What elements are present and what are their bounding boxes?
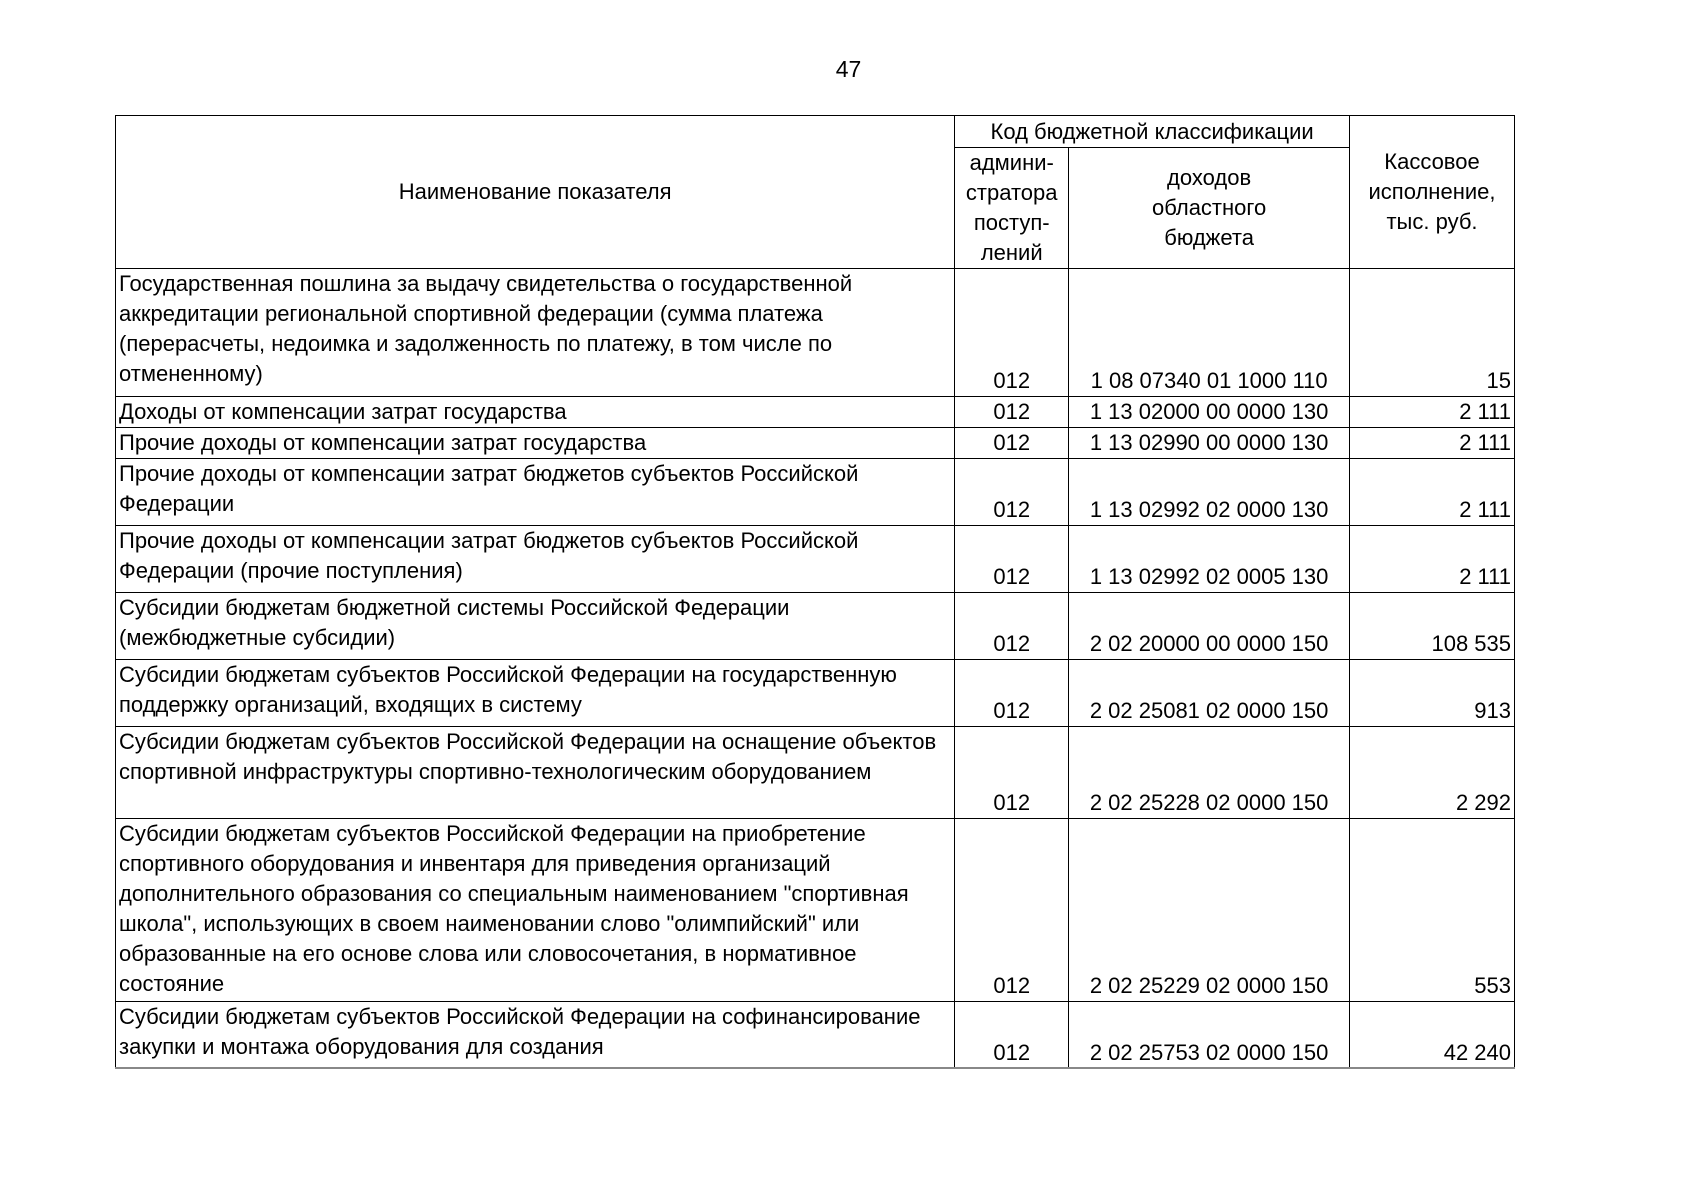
row-admin-code: 012 — [955, 526, 1069, 593]
row-income-code: 1 08 07340 01 1000 110 — [1069, 269, 1350, 397]
table-body — [116, 269, 1515, 1069]
row-income-code: 1 13 02992 02 0000 130 — [1069, 459, 1350, 526]
header-name: Наименование показателя — [116, 116, 955, 269]
row-income-code: 2 02 20000 00 0000 150 — [1069, 593, 1350, 660]
row-amount: 2 292 — [1350, 727, 1515, 819]
row-name: Прочие доходы от компенсации затрат бюджетов субъектов Российской Федерации — [116, 459, 955, 526]
row-income-code: 1 13 02990 00 0000 130 — [1069, 428, 1350, 459]
row-income-code: 2 02 25228 02 0000 150 — [1069, 727, 1350, 819]
row-income-code: 1 13 02992 02 0005 130 — [1069, 526, 1350, 593]
row-amount: 553 — [1350, 819, 1515, 1002]
row-amount: 2 111 — [1350, 459, 1515, 526]
row-amount: 2 111 — [1350, 526, 1515, 593]
row-name: Государственная пошлина за выдачу свидетельства о государственной аккредитации региональной спортивной федерации (сумма платежа (перерасчеты, недоимка и задолженность по платежу, в том числе по отмененному) — [116, 269, 955, 397]
header-classification-code: Код бюджетной классификации — [955, 116, 1350, 148]
row-income-code: 2 02 25229 02 0000 150 — [1069, 819, 1350, 1002]
row-income-code: 1 13 02000 00 0000 130 — [1069, 397, 1350, 428]
table-row — [116, 660, 1515, 727]
row-name: Прочие доходы от компенсации затрат бюджетов субъектов Российской Федерации (прочие поступления) — [116, 526, 955, 593]
row-admin-code: 012 — [955, 397, 1069, 428]
header-administrator: админи- стратора поступ- лений — [955, 148, 1069, 269]
row-income-code: 2 02 25753 02 0000 150 — [1069, 1002, 1350, 1069]
page-number: 47 — [835, 56, 862, 82]
table-row — [116, 1002, 1515, 1069]
row-name: Субсидии бюджетам субъектов Российской Федерации на софинансирование закупки и монтажа оборудования для создания — [116, 1002, 955, 1069]
budget-table — [115, 115, 1515, 1069]
row-name: Субсидии бюджетам субъектов Российской Федерации на приобретение спортивного оборудования и инвентаря для приведения организаций дополнительного образования со специальным наименованием "спортивная школа", использующих в своем наименовании слово "олимпийский" или образованные на его основе слова или словосочетания, в нормативное состояние — [116, 819, 955, 1002]
table-row — [116, 269, 1515, 397]
row-admin-code: 012 — [955, 269, 1069, 397]
table-row — [116, 459, 1515, 526]
table-row — [116, 727, 1515, 819]
table-row — [116, 397, 1515, 428]
row-name: Субсидии бюджетам субъектов Российской Федерации на оснащение объектов спортивной инфраструктуры спортивно-технологическим оборудованием — [116, 727, 955, 819]
row-amount: 15 — [1350, 269, 1515, 397]
row-admin-code: 012 — [955, 727, 1069, 819]
row-amount: 913 — [1350, 660, 1515, 727]
table-header — [116, 116, 1515, 269]
row-name: Прочие доходы от компенсации затрат государства — [116, 428, 955, 459]
row-admin-code: 012 — [955, 428, 1069, 459]
row-admin-code: 012 — [955, 593, 1069, 660]
table-row — [116, 526, 1515, 593]
row-income-code: 2 02 25081 02 0000 150 — [1069, 660, 1350, 727]
row-admin-code: 012 — [955, 819, 1069, 1002]
row-amount: 42 240 — [1350, 1002, 1515, 1069]
page-cut-edge — [115, 1067, 1515, 1069]
row-amount: 2 111 — [1350, 397, 1515, 428]
row-admin-code: 012 — [955, 660, 1069, 727]
header-cash-execution: Кассовое исполнение, тыс. руб. — [1350, 116, 1515, 269]
table-row — [116, 428, 1515, 459]
row-admin-code: 012 — [955, 1002, 1069, 1069]
table-row — [116, 819, 1515, 1002]
header-income-code: доходов областного бюджета — [1069, 148, 1350, 269]
table-row — [116, 593, 1515, 660]
row-amount: 2 111 — [1350, 428, 1515, 459]
row-amount: 108 535 — [1350, 593, 1515, 660]
row-admin-code: 012 — [955, 459, 1069, 526]
row-name: Субсидии бюджетам субъектов Российской Федерации на государственную поддержку организаций, входящих в систему — [116, 660, 955, 727]
row-name: Доходы от компенсации затрат государства — [116, 397, 955, 428]
row-name: Субсидии бюджетам бюджетной системы Российской Федерации (межбюджетные субсидии) — [116, 593, 955, 660]
